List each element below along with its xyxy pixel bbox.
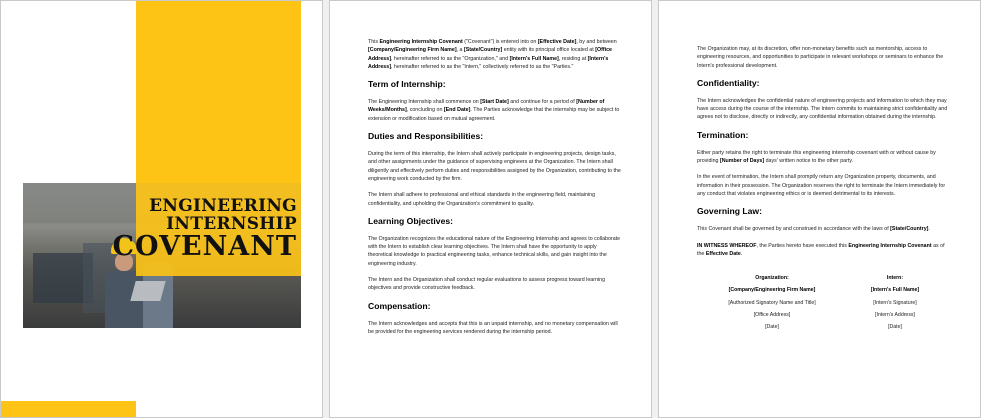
section-heading: Termination:	[697, 129, 749, 140]
bold-term: [Number of Weeks/Months]	[368, 99, 605, 114]
paragraph	[697, 45, 950, 70]
text-run: In the event of termination, the Intern shall promptly return any Organization property, documents, and information in their possession. The Organization reserves the right to terminate the Intern immediately for any conduct that violates engineering ethics or is deemed detrimental to its interests.	[697, 174, 946, 197]
signature-intern-signature: [Intern's Signature]	[873, 299, 917, 306]
paragraph	[697, 149, 950, 166]
text-run: , hereinafter referred to as the "Intern," collectively referred to as the "Parties."	[390, 63, 574, 70]
signature-intern	[850, 272, 940, 333]
document-page-2	[329, 0, 652, 418]
text-run: days' written notice to the other party.	[764, 158, 854, 165]
signature-intern-heading: Intern:	[886, 275, 904, 282]
text-run: as of the	[697, 242, 945, 257]
bold-term: Effective Date	[705, 250, 741, 257]
text-run: , hereinafter referred to as the "Organization," and	[390, 55, 510, 62]
bold-term: [End Date]	[443, 107, 471, 114]
cover-accent-block-top	[136, 1, 301, 183]
cover-page	[0, 0, 323, 418]
paragraph	[368, 98, 621, 123]
paragraph	[368, 320, 621, 337]
text-run: During the term of this internship, the Intern shall actively participate in engineering projects, design tasks, and other assignments under the guidance of supervising engineers at the Organization. The Intern shall diligently and effectively perform duties and responsibilities assigned by the Organization, contributing to the engineering work conducted by the firm.	[368, 151, 621, 182]
bold-term: Engineering Internship Covenant	[379, 39, 463, 45]
paragraph	[368, 38, 621, 71]
text-run: The Organization may, at its discretion, offer non-monetary benefits such as mentorship, access to engineering resources, and opportunities to participate in relevant workshops or seminars to enhance the Intern's professional development.	[697, 46, 944, 69]
page-2-body	[368, 38, 621, 344]
paragraph	[697, 242, 950, 259]
signature-intern-address: [Intern's Address]	[875, 312, 915, 319]
section-heading: Learning Objectives:	[368, 215, 454, 226]
bold-term: [State/Country]	[890, 226, 929, 233]
text-run: , the Parties hereto have executed this	[756, 242, 849, 249]
paragraph	[368, 235, 621, 268]
cover-title-line-3: COVENANT	[112, 231, 297, 263]
text-run: The Intern shall adhere to professional and ethical standards in the engineering field, maintaining confidentiality, and upholding the Organization's commitment to quality.	[368, 192, 596, 207]
bold-term: Engineering Internship Covenant	[848, 242, 932, 249]
cover-accent-block-bottom	[1, 401, 136, 418]
section-heading: Governing Law:	[697, 206, 762, 217]
bold-term: [Intern's Address]	[368, 55, 609, 70]
bold-term: IN WITNESS WHEREOF	[697, 242, 757, 249]
signature-organization-heading: Organization:	[755, 275, 789, 282]
cover-title-block	[112, 183, 301, 276]
bold-term: [Effective Date]	[537, 39, 577, 45]
text-run: Either party retains the right to terminate this engineering internship covenant with or without cause by providing	[697, 149, 936, 165]
signature-table	[697, 272, 950, 333]
cover-title-line-1: ENGINEERING	[149, 196, 297, 217]
text-run: ("Covenant") is entered into on	[462, 39, 538, 45]
text-run: The Intern acknowledges the confidential nature of engineering projects and information to which they may have access during the course of the internship. The Intern commits to maintaining strict confidentiality and agrees not to disclose, directly or indirectly, any confidential information obtained during the internship.	[697, 97, 948, 121]
paragraph	[697, 225, 950, 233]
paragraph	[368, 150, 621, 183]
signature-organization-address: [Office Address]	[753, 312, 791, 319]
signature-organization-date: [Date]	[765, 324, 779, 331]
document-page-3	[658, 0, 981, 418]
text-run: , a	[456, 47, 464, 54]
text-run: This	[368, 39, 380, 45]
cover-title-line-2: INTERNSHIP	[166, 213, 297, 234]
text-run: and continue for a period of	[508, 99, 577, 106]
bold-term: [State/Country]	[463, 47, 503, 54]
text-run: The Organization recognizes the educational nature of the Engineering Internship and agrees to collaborate with the Intern to establish clear learning objectives. The Intern shall have the opportunity to apply theoretical knowledge to practical engineering tasks, enhance technical skills, and gain insight into the engineering industry.	[368, 235, 621, 267]
bold-term: [Intern's Full Name]	[509, 55, 559, 62]
text-run: .	[740, 250, 743, 257]
text-run: This Covenant shall be governed by and construed in accordance with the laws of	[697, 226, 891, 233]
paragraph	[697, 173, 950, 198]
text-run: The Intern and the Organization shall conduct regular evaluations to assess progress toward learning objectives and provide constructive feedback.	[368, 277, 606, 292]
bold-term: [Start Date]	[480, 99, 509, 106]
bold-term: [Number of Days]	[719, 158, 765, 165]
paragraph	[368, 276, 621, 293]
text-run: . The Parties acknowledge that the internship may be subject to extension or modification based on mutual agreement.	[368, 107, 620, 122]
text-run: The Intern acknowledges and accepts that this is an unpaid internship, and no monetary compensation will be provided for the engineering services rendered during the internship period.	[368, 320, 618, 335]
paragraph	[368, 191, 621, 208]
section-heading: Term of Internship:	[368, 79, 446, 90]
text-run: , concluding on	[406, 107, 444, 114]
paragraph	[697, 97, 950, 122]
bold-term: [Company/Engineering Firm Name]	[368, 47, 457, 54]
signature-intern-name: [Intern's Full Name]	[870, 287, 920, 294]
section-heading: Compensation:	[368, 300, 431, 311]
bold-term: [Office Address]	[368, 47, 612, 62]
signature-organization-signatory: [Authorized Signatory Name and Title]	[728, 299, 816, 306]
text-run: entity with its principal office located at	[502, 47, 596, 54]
page-3-text	[697, 45, 950, 258]
text-run: .	[928, 226, 930, 233]
text-run: , by and between	[576, 39, 617, 45]
text-run: The Engineering Internship shall commence on	[368, 99, 481, 106]
section-heading: Duties and Responsibilities:	[368, 131, 484, 142]
section-heading: Confidentiality:	[697, 77, 760, 88]
text-run: , residing at	[558, 55, 588, 62]
signature-organization	[707, 272, 837, 333]
signature-organization-name: [Company/Engineering Firm Name]	[728, 287, 816, 294]
signature-intern-date: [Date]	[888, 324, 902, 331]
page-3-body	[697, 45, 950, 334]
